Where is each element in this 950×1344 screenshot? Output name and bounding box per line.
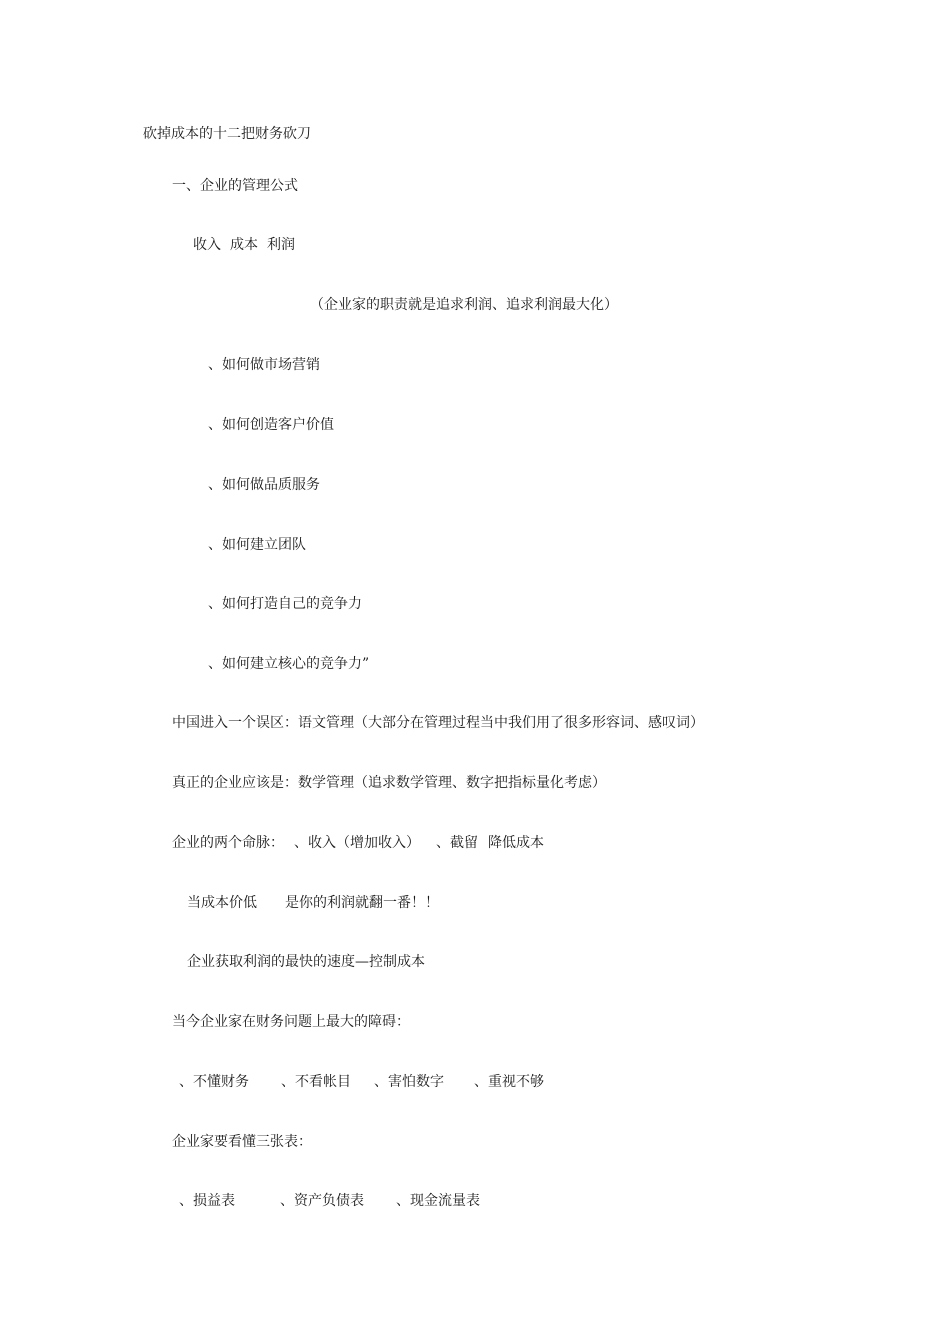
cost-drop-part: 是你的利润就翻一番！！ (285, 895, 439, 911)
cost-drop-part: 当成本价低 (187, 895, 257, 911)
bullet-item: 、如何创造客户价值 (208, 417, 334, 433)
paragraph-real-management: 真正的企业应该是：数学管理（追求数学管理、数字把指标量化考虑） (172, 775, 606, 791)
formula-income: 收入 (193, 237, 221, 253)
bullet-item: 、如何打造自己的竞争力 (208, 596, 362, 612)
section-heading: 一、企业的管理公式 (172, 178, 298, 194)
lifelines-item: 、截留 (436, 835, 478, 851)
table-item: 、损益表 (179, 1193, 235, 1209)
formula-profit: 利润 (267, 237, 295, 253)
bullet-item: 、如何做品质服务 (208, 477, 320, 493)
obstacle-item: 、重视不够 (474, 1074, 544, 1090)
formula-cost: 成本 (230, 237, 258, 253)
lifelines-label: 企业的两个命脉： (172, 835, 284, 851)
cost-drop-line (187, 894, 487, 912)
paragraph-obstacle: 当今企业家在财务问题上最大的障碍： (172, 1014, 410, 1030)
bullet-item: 、如何建立核心的竞争力” (208, 656, 370, 672)
paragraph-misconception: 中国进入一个误区：语文管理（大部分在管理过程当中我们用了很多形容词、感叹词） (172, 715, 704, 731)
obstacle-item: 、害怕数字 (374, 1074, 444, 1090)
paragraph-three-tables: 企业家要看懂三张表： (172, 1134, 312, 1150)
lifelines-item: 降低成本 (488, 835, 544, 851)
table-item: 、资产负债表 (280, 1193, 364, 1209)
document-title: 砍掉成本的十二把财务砍刀 (143, 126, 311, 142)
obstacle-item: 、不看帐目 (281, 1074, 351, 1090)
formula-line (193, 236, 393, 254)
table-item: 、现金流量表 (396, 1193, 480, 1209)
bullet-item: 、如何做市场营销 (208, 357, 320, 373)
obstacles-line (179, 1073, 579, 1091)
tables-line (179, 1192, 579, 1210)
paragraph-fastest-profit: 企业获取利润的最快的速度—控制成本 (187, 954, 425, 970)
obstacle-item: 、不懂财务 (179, 1074, 249, 1090)
lifelines-item: 、收入（增加收入） (294, 835, 420, 851)
duty-note: （企业家的职责就是追求利润、追求利润最大化） (310, 297, 618, 313)
bullet-item: 、如何建立团队 (208, 537, 306, 553)
lifelines-line (172, 834, 572, 852)
